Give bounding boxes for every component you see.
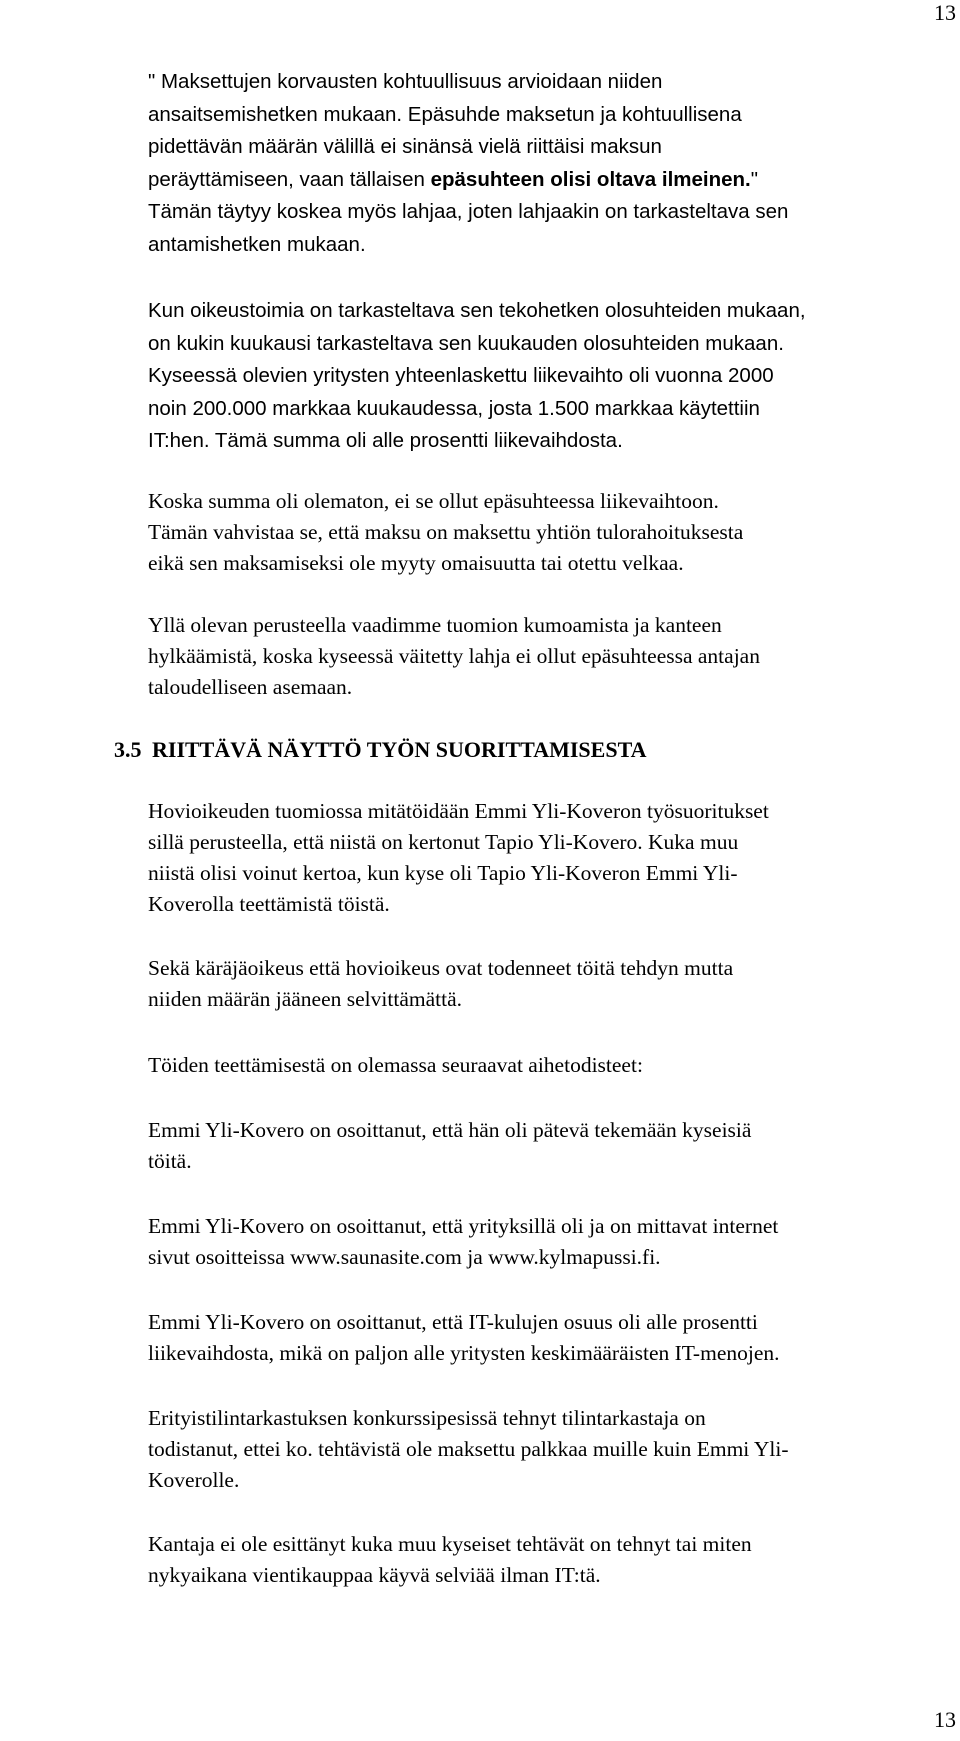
text-line: niistä olisi voinut kertoa, kun kyse oli Tapio Yli-Koveron Emmi Yli- [148,861,738,885]
section-number: 3.5 [114,737,142,762]
page-number-top: 13 [934,0,956,25]
text-line: Kantaja ei ole esittänyt kuka muu kyseiset tehtävät on tehnyt tai miten [148,1532,752,1556]
text-line: Hovioikeuden tuomiossa mitätöidään Emmi Yli-Koveron työsuoritukset [148,799,769,823]
paragraph-hovioikeuden [148,796,948,920]
text-line: Erityistilintarkastuksen konkurssipesissä tehnyt tilintarkastaja on [148,1406,706,1430]
text-segment: " [750,167,759,191]
page-number-bottom: 13 [934,1707,956,1732]
text-line: ansaitsemishetken mukaan. Epäsuhde maksetun ja kohtuullisena [148,102,742,126]
text-line: nykyaikana vientikauppaa käyvä selviää ilman IT:tä. [148,1563,601,1587]
text-line: Koverolle. [148,1468,240,1492]
evidence-paragraph-3 [148,1307,948,1369]
text-line: Yllä olevan perusteella vaadimme tuomion kumoamista ja kanteen [148,613,722,637]
text-line: taloudelliseen asemaan. [148,675,353,699]
paragraph-kantaja [148,1529,948,1591]
evidence-paragraph-4 [148,1403,948,1496]
paragraph-koska-summa [148,486,948,579]
text-line: niiden määrän jääneen selvittämättä. [148,987,462,1011]
text-line: noin 200.000 markkaa kuukaudessa, josta 1.500 markkaa käytettiin [148,396,760,420]
text-line: töitä. [148,1149,192,1173]
text-line: sivut osoitteissa www.saunasite.com ja www.kylmapussi.fi. [148,1245,661,1269]
text-line: Kyseessä olevien yritysten yhteenlaskettu liikevaihto oli vuonna 2000 [148,364,774,387]
text-line: pidettävän määrän välillä ei sinänsä vielä riittäisi maksun [148,135,662,158]
section-title: RIITTÄVÄ NÄYTTÖ TYÖN SUORITTAMISESTA [152,737,647,762]
paragraph-toiden-teettamisesta [148,1050,948,1081]
paragraph-seka-karajaoikeus [148,953,948,1015]
text-line: liikevaihdosta, mikä on paljon alle yritysten keskimääräisten IT-menojen. [148,1341,780,1365]
intro-quote-paragraph [148,66,948,261]
text-line: Sekä käräjäoikeus että hovioikeus ovat todenneet töitä tehdyn mutta [148,956,734,980]
paragraph-kun-oikeustoimia [148,295,948,458]
text-line: Emmi Yli-Kovero on osoittanut, että yrityksillä oli ja on mittavat internet [148,1214,779,1238]
text-line: Töiden teettämisestä on olemassa seuraavat aihetodisteet: [148,1053,643,1077]
text-segment: peräyttämiseen, vaan tällaisen [148,167,431,191]
text-line: antamishetken mukaan. [148,232,366,256]
text-line: IT:hen. Tämä summa oli alle prosentti liikevaihdosta. [148,429,623,452]
text-line: Koverolla teettämistä töistä. [148,892,390,916]
text-line: Kun oikeustoimia on tarkasteltava sen tekohetken olosuhteiden mukaan, [148,299,806,322]
text-line: todistanut, ettei ko. tehtävistä ole maksettu palkkaa muille kuin Emmi Yli- [148,1437,789,1461]
text-line-with-emphasis [148,164,948,197]
text-line: on kukin kuukausi tarkasteltava sen kuukauden olosuhteiden mukaan. [148,331,784,355]
text-line: Tämän vahvistaa se, että maksu on maksettu yhtiön tulorahoituksesta [148,520,744,544]
evidence-paragraph-1 [148,1115,948,1177]
text-line: eikä sen maksamiseksi ole myyty omaisuutta tai otettu velkaa. [148,551,684,575]
section-heading [0,734,960,766]
text-line: Emmi Yli-Kovero on osoittanut, että hän oli pätevä tekemään kyseisiä [148,1118,752,1142]
text-line: " Maksettujen korvausten kohtuullisuus arvioidaan niiden [148,70,663,93]
text-line: Tämän täytyy koskea myös lahjaa, joten lahjaakin on tarkasteltava sen [148,200,789,223]
emphasis-text: epäsuhteen olisi oltava ilmeinen. [430,167,751,191]
text-line: Koska summa oli olematon, ei se ollut epäsuhteessa liikevaihtoon. [148,489,719,513]
paragraph-ylla-olevan [148,610,948,703]
text-line: Emmi Yli-Kovero on osoittanut, että IT-kulujen osuus oli alle prosentti [148,1310,758,1334]
evidence-paragraph-2 [148,1211,948,1273]
text-line: hylkäämistä, koska kyseessä väitetty lahja ei ollut epäsuhteessa antajan [148,644,760,668]
text-line: sillä perusteella, että niistä on kertonut Tapio Yli-Kovero. Kuka muu [148,830,739,854]
